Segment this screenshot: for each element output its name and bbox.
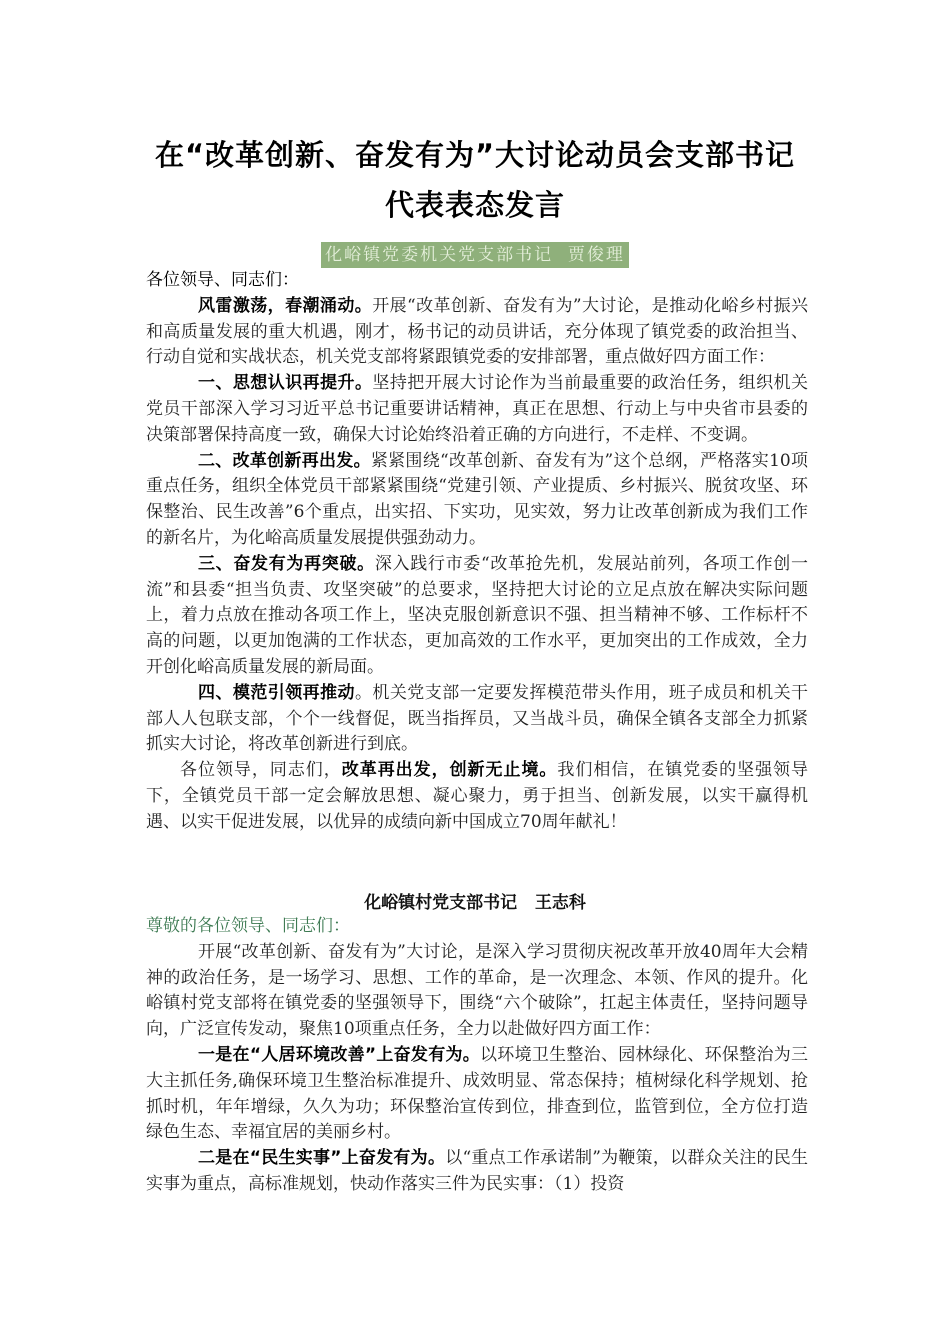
- paragraph: [146, 449, 808, 552]
- speech-2: [146, 914, 808, 1198]
- paragraph-text: 开展“改革创新、奋发有为”大讨论，是推动化峪乡村振兴和高质量发展的重大机遇，刚才，杨书记的动员讲话，充分体现了镇党委的政治担当、行动自觉和实战状态，机关党支部将紧跟镇党委的安排部署，重点做好四方面工作：: [146, 295, 809, 368]
- speaker1-line: [0, 242, 950, 268]
- paragraph-text: 各位领导，同志们，: [180, 760, 342, 781]
- paragraph: [146, 681, 808, 758]
- paragraph: [146, 758, 808, 835]
- paragraph-text: 以“重点工作承诺制”为鞭策，以群众关注的民生实事为重点，高标准规划，快动作落实三件为民实事：（1）投资: [146, 1148, 808, 1194]
- paragraph: [146, 371, 808, 448]
- paragraph-text: 紧紧围绕“改革创新、奋发有为”这个总纲，严格落实10项重点任务，组织全体党员干部紧紧围绕“党建引领、产业提质、乡村振兴、脱贫攻坚、环保整治、民生改善”6个重点，出实招、下实功，见实效，努力让改革创新成为我们工作的新名片，为化峪高质量发展提供强劲动力。: [146, 450, 809, 548]
- title-line-1: 在“改革创新、奋发有为”大讨论动员会支部书记: [154, 138, 796, 172]
- paragraph-lead: 一是在“人居环境改善”上奋发有为。: [198, 1044, 481, 1065]
- paragraph-lead: 风雷激荡，春潮涌动。: [198, 295, 373, 316]
- paragraph-lead: 三、奋发有为再突破。: [198, 553, 375, 574]
- speaker2-heading: 化峪镇村党支部书记 王志科: [364, 893, 586, 913]
- paragraph-text: 。机关党支部一定要发挥模范带头作用，班子成员和机关干部人人包联支部，个个一线督促，既当指挥员，又当战斗员，确保全镇各支部全力抓紧抓实大讨论，将改革创新进行到底。: [146, 682, 809, 755]
- paragraph-lead: 二是在“民生实事”上奋发有为。: [198, 1148, 446, 1169]
- paragraph: [146, 1043, 808, 1146]
- paragraph-lead: 四、模范引领再推动: [198, 682, 355, 703]
- paragraph-text: 我们相信，在镇党委的坚强领导下，全镇党员干部一定会解放思想、凝心聚力，勇于担当、创新发展，以实干赢得机遇、以实干促进发展，以优异的成绩向新中国成立70周年献礼！: [146, 760, 809, 832]
- paragraph-lead: 二、改革创新再出发。: [198, 450, 371, 471]
- paragraph: 开展“改革创新、奋发有为”大讨论，是深入学习贯彻庆祝改革开放40周年大会精神的政治任务，是一场学习、思想、工作的革命，是一次理念、本领、作风的提升。化峪镇村党支部将在镇党委的坚强领导下，围绕“六个破除”，扛起主体责任，坚持问题导向，广泛宣传发动，聚焦10项重点任务，全力以赴做好四方面工作：: [146, 941, 808, 1040]
- paragraph-text: 深入践行市委“改革抢先机，发展站前列，各项工作创一流”和县委“担当负责、攻坚突破”的总要求，坚持把大讨论的立足点放在解决实际问题上，着力点放在推动各项工作上，坚决克服创新意识不强、担当精神不够、工作标杆不高的问题，以更加饱满的工作状态，更加高效的工作水平，更加突出的工作成效，全力开创化峪高质量发展的新局面。: [146, 553, 808, 677]
- paragraph-lead: 一、思想认识再提升。: [198, 373, 373, 394]
- speaker1-banner: 化峪镇党委机关党支部书记 贾俊理: [321, 242, 629, 268]
- greeting: 尊敬的各位领导、同志们：: [146, 916, 350, 936]
- paragraph-lead: 改革再出发，创新无止境。: [341, 760, 558, 781]
- paragraph: [146, 1146, 808, 1198]
- paragraph-text: 坚持把开展大讨论作为当前最重要的政治任务，组织机关党员干部深入学习习近平总书记重要讲话精神，真正在思想、行动上与中央省市县委的决策部署保持高度一致，确保大讨论始终沿着正确的方向进行，不走样、不变调。: [146, 373, 809, 445]
- paragraph: [146, 552, 808, 681]
- paragraph-text: 以环境卫生整治、园林绿化、环保整治为三大主抓任务,确保环境卫生整治标准提升、成效明显、常态保持；植树绿化科学规划、抢抓时机，年年增绿，久久为功；环保整治宣传到位，排查到位，监管到位，全方位打造绿色生态、幸福宜居的美丽乡村。: [146, 1044, 808, 1143]
- speech-1: [146, 268, 808, 836]
- greeting: 各位领导、同志们：: [146, 270, 299, 290]
- title-line-2: 代表表态发言: [384, 188, 565, 222]
- paragraph: [146, 294, 808, 371]
